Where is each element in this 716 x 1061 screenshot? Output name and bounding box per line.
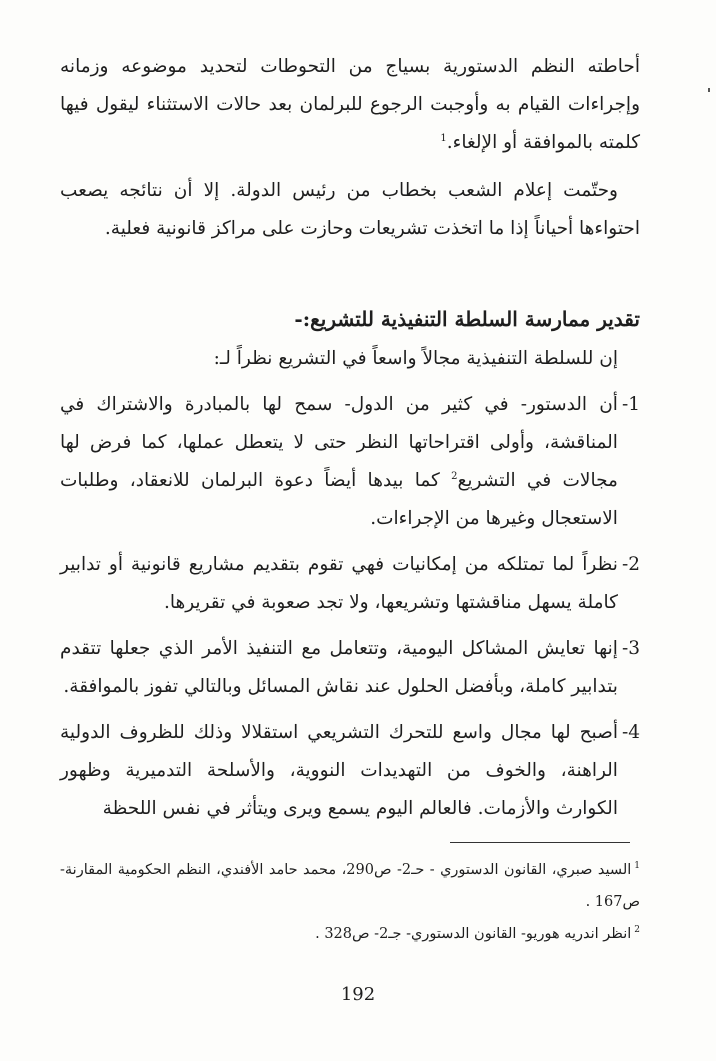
list-item-number: 4- bbox=[621, 722, 640, 743]
footnotes bbox=[60, 854, 640, 950]
scan-mark bbox=[708, 88, 710, 92]
list-item-text-part-a: أن الدستور- في كثير من الدول- سمح لها بالمبادرة والاشتراك في المناقشة، وأولى اقتراحاتها النظر حتى لا يتعطل عملها، كما فرض لها مجالات في التشريع bbox=[60, 394, 618, 491]
list-item bbox=[60, 630, 640, 706]
paragraph-1 bbox=[60, 48, 640, 162]
footnote-2 bbox=[60, 918, 640, 950]
list-item bbox=[60, 386, 640, 538]
section-heading: تقدير ممارسة السلطة التنفيذية للتشريع:- bbox=[294, 307, 640, 331]
list-item bbox=[60, 546, 640, 622]
list-item-number: 3- bbox=[621, 638, 640, 659]
footnote-text: انظر اندريه هوريو- القانون الدستوري- جـ2- ص328 . bbox=[315, 926, 632, 942]
section-intro: إن للسلطة التنفيذية مجالاً واسعاً في التشريع نظراً لـ: bbox=[213, 348, 618, 369]
page-number: 192 bbox=[340, 984, 376, 1005]
footnote-text: السيد صبري، القانون الدستوري - حـ2- ص290، محمد حامد الأفندي، النظم الحكومية المقارنة- ص167 . bbox=[60, 862, 640, 910]
footnote-number: 2 bbox=[634, 925, 640, 936]
footnote-ref-1: 1 bbox=[440, 132, 447, 144]
list-item-number: 2- bbox=[621, 554, 640, 575]
list-item-text: نظراً لما تمتلكه من إمكانيات فهي تقوم بتقديم مشاريع قانونية أو تدابير كاملة يسهل مناقشتها وتشريعها، ولا تجد صعوبة في تقريرها. bbox=[60, 554, 618, 613]
footnote-1 bbox=[60, 854, 640, 918]
list-item-text: إنها تعايش المشاكل اليومية، وتتعامل مع التنفيذ الأمر الذي جعلها تتقدم بتدابير كاملة، وبأفضل الحلول عند نقاش المسائل وبالتالي تفوز بالموافقة. bbox=[60, 638, 618, 697]
footnote-divider bbox=[450, 842, 630, 843]
footnote-ref-2: 2 bbox=[451, 470, 458, 482]
list-item-text bbox=[60, 386, 622, 538]
paragraph-2: وحتّمت إعلام الشعب بخطاب من رئيس الدولة. إلا أن نتائجه يصعب احتواءها أحياناً إذا ما اتخذت تشريعات وحازت على مراكز قانونية فعلية. bbox=[60, 180, 640, 239]
paragraph-1-text: أحاطته النظم الدستورية بسياج من التحوطات لتحديد موضوعه وزمانه وإجراءات القيام به وأوجبت الرجوع للبرلمان بعد حالات الاستثناء ليقول فيها كلمته بالموافقة أو الإلغاء. bbox=[60, 56, 640, 153]
list-item bbox=[60, 714, 640, 828]
list-item-number: 1- bbox=[621, 394, 640, 415]
page-body bbox=[60, 48, 640, 828]
list-item-text: أصبح لها مجال واسع للتحرك التشريعي استقلالا وذلك للظروف الدولية الراهنة، والخوف من التهديدات النووية، والأسلحة التدميرية وظهور الكوارث والأزمات. فالعالم اليوم يسمع ويرى ويتأثر في نفس اللحظة bbox=[60, 722, 618, 819]
list-item-text-part-b: كما بيدها أيضاً دعوة البرلمان للانعقاد، وطلبات الاستعجال وغيرها من الإجراءات. bbox=[60, 470, 618, 529]
footnote-number: 1 bbox=[634, 861, 640, 872]
